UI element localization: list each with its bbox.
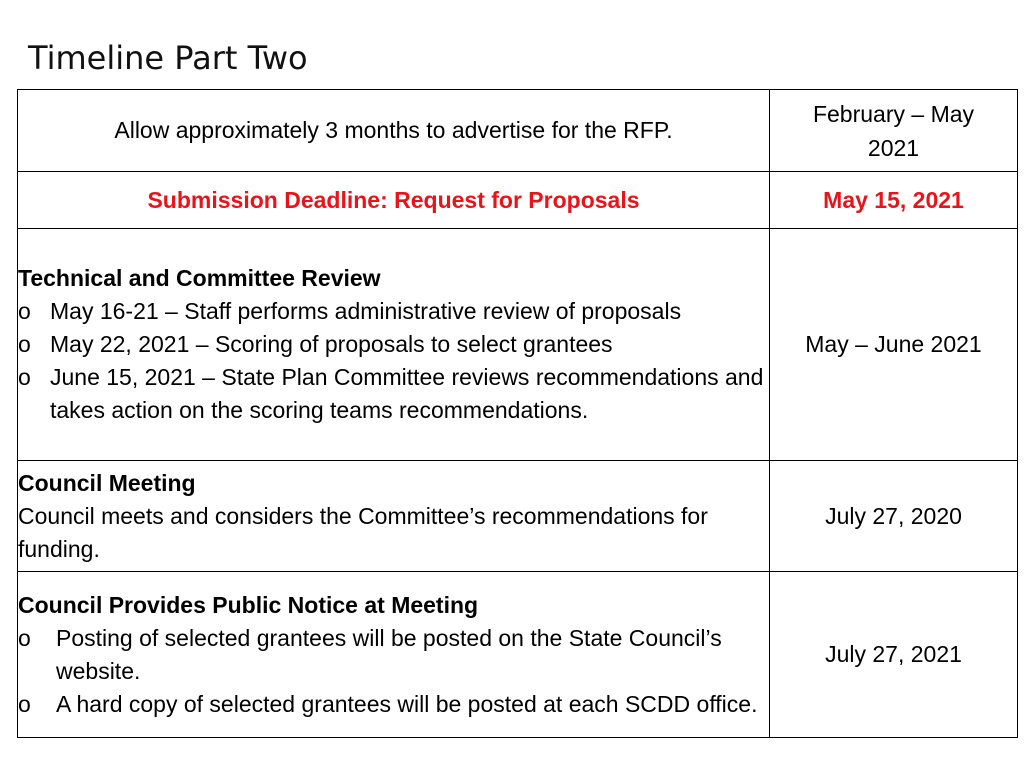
task-cell — [18, 572, 770, 738]
bullet-marker: o — [18, 624, 31, 651]
bullet-list — [18, 295, 769, 427]
task-cell — [18, 172, 770, 229]
task-cell — [18, 90, 770, 172]
row-heading: Council Meeting — [18, 469, 196, 496]
bullet-marker: o — [18, 690, 31, 717]
table-row-technical-review — [18, 229, 1018, 461]
task-cell — [18, 229, 770, 461]
date-text: July 27, 2020 — [825, 502, 962, 529]
date-text: May – June 2021 — [805, 331, 982, 357]
bullet-marker: o — [18, 364, 31, 390]
table-row-council-meeting — [18, 461, 1018, 572]
task-cell — [18, 461, 770, 572]
bullet-text: May 16-21 – Staff performs administrative review of proposals — [50, 298, 682, 324]
bullet-list — [18, 622, 769, 721]
table-row-advertise — [18, 90, 1018, 172]
list-item — [18, 295, 769, 328]
table-row-public-notice — [18, 572, 1018, 738]
bullet-text: May 22, 2021 – Scoring of proposals to select grantees — [50, 331, 613, 357]
row-heading: Council Provides Public Notice at Meeting — [18, 591, 479, 618]
date-text-line1: February – May — [812, 100, 975, 127]
list-item — [18, 361, 769, 427]
date-cell — [770, 90, 1018, 172]
list-item — [18, 622, 769, 688]
bullet-text: A hard copy of selected grantees will be posted at each SCDD office. — [56, 690, 758, 717]
timeline-table — [17, 89, 1018, 738]
date-cell — [770, 461, 1018, 572]
table-row-submission-deadline — [18, 172, 1018, 229]
date-cell — [770, 172, 1018, 229]
bullet-marker: o — [18, 331, 31, 357]
date-text-line2: 2021 — [867, 134, 920, 161]
date-cell — [770, 229, 1018, 461]
page-title: Timeline Part Two — [28, 39, 308, 77]
row-heading: Technical and Committee Review — [18, 265, 381, 291]
list-item — [18, 688, 769, 721]
row-body: Council meets and considers the Committee’s recommendations for funding. — [18, 502, 708, 562]
deadline-date: May 15, 2021 — [823, 186, 964, 213]
bullet-text: Posting of selected grantees will be posted on the State Council’s website. — [56, 624, 722, 684]
list-item — [18, 328, 769, 361]
deadline-label: Submission Deadline: Request for Proposals — [147, 186, 640, 213]
bullet-marker: o — [18, 298, 31, 324]
date-cell — [770, 572, 1018, 738]
bullet-text: June 15, 2021 – State Plan Committee reviews recommendations and takes action on the scoring teams recommendations. — [50, 364, 764, 423]
task-text: Allow approximately 3 months to advertise for the RFP. — [114, 117, 673, 143]
date-text: July 27, 2021 — [825, 641, 962, 667]
